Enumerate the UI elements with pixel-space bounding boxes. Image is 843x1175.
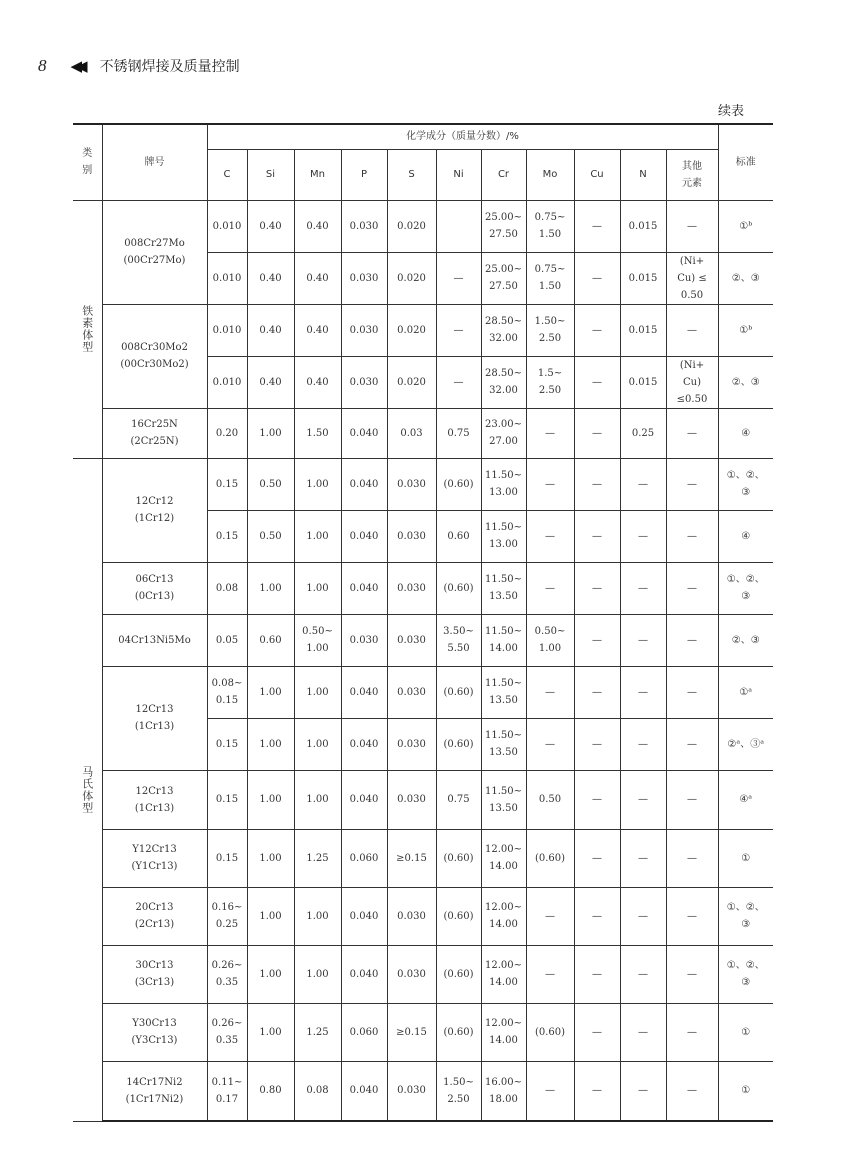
value-cell: 0.040 <box>341 510 387 562</box>
value-cell: 0.40 <box>294 356 341 408</box>
value-cell: — <box>666 718 718 770</box>
value-cell: — <box>666 510 718 562</box>
value-cell: ≥0.15 <box>387 829 436 887</box>
value-cell: 0.060 <box>341 1003 387 1061</box>
value-cell: — <box>666 887 718 945</box>
value-cell: 1.25 <box>294 829 341 887</box>
value-cell: 0.15 <box>207 458 247 510</box>
value-cell: 0.030 <box>387 614 436 666</box>
value-cell: — <box>526 718 574 770</box>
value-cell: 0.40 <box>294 200 341 252</box>
grade-cell: 14Cr17Ni2 (1Cr17Ni2) <box>102 1061 207 1121</box>
value-cell: 0.50 <box>247 458 294 510</box>
value-cell: 12.00~ 14.00 <box>481 887 526 945</box>
value-cell: — <box>620 614 666 666</box>
standard-cell: ④ᵃ <box>718 770 773 829</box>
value-cell: 0.030 <box>341 356 387 408</box>
grade-cell: 12Cr13 (1Cr13) <box>102 770 207 829</box>
value-cell: 0.010 <box>207 356 247 408</box>
value-cell: 0.75 <box>436 770 481 829</box>
value-cell: 0.060 <box>341 829 387 887</box>
value-cell: 0.26~ 0.35 <box>207 945 247 1003</box>
standard-cell: ②ᵃ、③ᵃ <box>718 718 773 770</box>
value-cell: 1.00 <box>294 718 341 770</box>
value-cell: 12.00~ 14.00 <box>481 945 526 1003</box>
value-cell: 1.5~ 2.50 <box>526 356 574 408</box>
value-cell: — <box>574 458 620 510</box>
value-cell: 1.50~ 2.50 <box>526 304 574 356</box>
value-cell: 11.50~ 13.50 <box>481 770 526 829</box>
value-cell: 16.00~ 18.00 <box>481 1061 526 1121</box>
value-cell: — <box>620 945 666 1003</box>
value-cell: 1.00 <box>247 829 294 887</box>
value-cell: 11.50~ 13.50 <box>481 718 526 770</box>
value-cell: 0.015 <box>620 252 666 304</box>
value-cell: — <box>620 887 666 945</box>
value-cell: 0.40 <box>294 252 341 304</box>
value-cell: — <box>574 200 620 252</box>
value-cell: 0.15 <box>207 510 247 562</box>
value-cell: — <box>620 1003 666 1061</box>
value-cell: 0.15 <box>207 718 247 770</box>
value-cell: 0.030 <box>387 945 436 1003</box>
value-cell: — <box>620 829 666 887</box>
value-cell: 0.030 <box>341 304 387 356</box>
value-cell: 0.040 <box>341 408 387 458</box>
value-cell: (0.60) <box>436 562 481 614</box>
value-cell: 0.08 <box>294 1061 341 1121</box>
value-cell: (0.60) <box>436 829 481 887</box>
value-cell: — <box>666 1061 718 1121</box>
value-cell: 0.030 <box>387 510 436 562</box>
standard-cell: ① <box>718 1003 773 1061</box>
value-cell: — <box>574 770 620 829</box>
value-cell: — <box>666 945 718 1003</box>
value-cell: 0.75 <box>436 408 481 458</box>
standard-cell: ①ᵇ <box>718 200 773 252</box>
value-cell: — <box>620 1061 666 1121</box>
value-cell: — <box>436 356 481 408</box>
standard-cell: ④ <box>718 510 773 562</box>
header-standard: 标准 <box>718 124 773 200</box>
value-cell: — <box>666 304 718 356</box>
composition-table <box>73 123 773 1122</box>
value-cell: 0.040 <box>341 458 387 510</box>
table-row <box>73 614 773 666</box>
value-cell: (0.60) <box>436 945 481 1003</box>
value-cell: 3.50~ 5.50 <box>436 614 481 666</box>
page-header <box>38 56 240 76</box>
value-cell: — <box>666 562 718 614</box>
value-cell: 0.040 <box>341 1061 387 1121</box>
value-cell: — <box>574 1003 620 1061</box>
value-cell: 12.00~ 14.00 <box>481 1003 526 1061</box>
value-cell: — <box>574 408 620 458</box>
value-cell: (0.60) <box>436 1003 481 1061</box>
value-cell: 1.00 <box>247 408 294 458</box>
value-cell: 1.00 <box>294 562 341 614</box>
table-row <box>73 770 773 829</box>
value-cell: 0.15 <box>207 770 247 829</box>
category-cell: 铁素体型 <box>73 200 102 458</box>
value-cell: 1.00 <box>247 770 294 829</box>
value-cell: 1.00 <box>247 666 294 718</box>
value-cell: 0.030 <box>387 770 436 829</box>
value-cell: — <box>574 887 620 945</box>
value-cell: 0.040 <box>341 887 387 945</box>
table-row <box>73 200 773 252</box>
value-cell: 0.60 <box>247 614 294 666</box>
value-cell: — <box>666 614 718 666</box>
value-cell: ≥0.15 <box>387 1003 436 1061</box>
category-cell: 马氏体型 <box>73 458 102 1121</box>
header-composition: 化学成分（质量分数）/% <box>207 124 718 149</box>
value-cell: 0.80 <box>247 1061 294 1121</box>
value-cell: 0.010 <box>207 252 247 304</box>
value-cell: 1.00 <box>294 887 341 945</box>
value-cell: 0.15 <box>207 829 247 887</box>
value-cell: 0.040 <box>341 562 387 614</box>
value-cell: — <box>620 666 666 718</box>
value-cell: (0.60) <box>436 887 481 945</box>
standard-cell: ①、②、 ③ <box>718 945 773 1003</box>
value-cell: 28.50~ 32.00 <box>481 304 526 356</box>
standard-cell: ④ <box>718 408 773 458</box>
value-cell <box>436 200 481 252</box>
value-cell: 0.040 <box>341 945 387 1003</box>
value-cell: 1.00 <box>247 562 294 614</box>
value-cell: 1.00 <box>247 945 294 1003</box>
value-cell: 25.00~ 27.50 <box>481 200 526 252</box>
value-cell: 0.11~ 0.17 <box>207 1061 247 1121</box>
standard-cell: ①、②、 ③ <box>718 562 773 614</box>
value-cell: 0.030 <box>387 458 436 510</box>
value-cell: — <box>526 945 574 1003</box>
value-cell: 0.030 <box>387 718 436 770</box>
value-cell: 0.030 <box>341 614 387 666</box>
value-cell: 11.50~ 13.50 <box>481 562 526 614</box>
table-row <box>73 1061 773 1121</box>
grade-cell: 04Cr13Ni5Mo <box>102 614 207 666</box>
standard-cell: ②、③ <box>718 614 773 666</box>
value-cell: 0.020 <box>387 304 436 356</box>
value-cell: — <box>526 408 574 458</box>
value-cell: 0.03 <box>387 408 436 458</box>
header-element: Si <box>247 149 294 200</box>
value-cell: 1.00 <box>294 770 341 829</box>
header-element: Mn <box>294 149 341 200</box>
value-cell: 0.040 <box>341 770 387 829</box>
value-cell: 1.00 <box>247 887 294 945</box>
grade-cell: 06Cr13 (0Cr13) <box>102 562 207 614</box>
value-cell: 0.50 <box>526 770 574 829</box>
value-cell: 0.40 <box>294 304 341 356</box>
value-cell: 0.015 <box>620 356 666 408</box>
value-cell: 0.030 <box>387 666 436 718</box>
value-cell: — <box>620 718 666 770</box>
value-cell: 0.030 <box>387 562 436 614</box>
table-row <box>73 1003 773 1061</box>
value-cell: 11.50~ 13.00 <box>481 510 526 562</box>
value-cell: — <box>526 887 574 945</box>
grade-cell: 12Cr13 (1Cr13) <box>102 666 207 770</box>
value-cell: 0.08~ 0.15 <box>207 666 247 718</box>
value-cell: — <box>526 510 574 562</box>
value-cell: 0.030 <box>387 1061 436 1121</box>
value-cell: — <box>526 1061 574 1121</box>
value-cell: — <box>526 666 574 718</box>
value-cell: — <box>526 562 574 614</box>
value-cell: (Ni+ Cu) ≤0.50 <box>666 356 718 408</box>
header-element: Cr <box>481 149 526 200</box>
value-cell: 0.030 <box>341 200 387 252</box>
grade-cell: Y12Cr13 (Y1Cr13) <box>102 829 207 887</box>
table-row <box>73 829 773 887</box>
value-cell: — <box>436 304 481 356</box>
value-cell: — <box>620 770 666 829</box>
value-cell: 1.00 <box>294 666 341 718</box>
value-cell: 0.50~ 1.00 <box>294 614 341 666</box>
grade-cell: 12Cr12 (1Cr12) <box>102 458 207 562</box>
value-cell: 0.75~ 1.50 <box>526 200 574 252</box>
value-cell: — <box>574 1061 620 1121</box>
value-cell: 11.50~ 14.00 <box>481 614 526 666</box>
grade-cell: 20Cr13 (2Cr13) <box>102 887 207 945</box>
value-cell: 23.00~ 27.00 <box>481 408 526 458</box>
table-row <box>73 408 773 458</box>
value-cell: — <box>666 200 718 252</box>
value-cell: 0.020 <box>387 356 436 408</box>
value-cell: — <box>574 945 620 1003</box>
value-cell: — <box>620 562 666 614</box>
header-category: 类 别 <box>73 124 102 200</box>
value-cell: 0.040 <box>341 666 387 718</box>
value-cell: — <box>574 356 620 408</box>
header-grade: 牌号 <box>102 124 207 200</box>
value-cell: (Ni+ Cu) ≤ 0.50 <box>666 252 718 304</box>
value-cell: — <box>436 252 481 304</box>
value-cell: 0.25 <box>620 408 666 458</box>
value-cell: 1.00 <box>247 1003 294 1061</box>
standard-cell: ①ᵃ <box>718 666 773 718</box>
value-cell: 0.08 <box>207 562 247 614</box>
value-cell: — <box>574 666 620 718</box>
value-cell: 0.020 <box>387 252 436 304</box>
standard-cell: ②、③ <box>718 252 773 304</box>
value-cell: 1.50 <box>294 408 341 458</box>
value-cell: 11.50~ 13.50 <box>481 666 526 718</box>
value-cell: (0.60) <box>436 666 481 718</box>
table-row <box>73 562 773 614</box>
value-cell: — <box>574 562 620 614</box>
value-cell: (0.60) <box>526 1003 574 1061</box>
value-cell: (0.60) <box>436 718 481 770</box>
double-left-arrow-icon: ◀◀ <box>70 57 82 75</box>
grade-cell: 30Cr13 (3Cr13) <box>102 945 207 1003</box>
value-cell: 0.60 <box>436 510 481 562</box>
value-cell: — <box>666 829 718 887</box>
value-cell: 0.26~ 0.35 <box>207 1003 247 1061</box>
header-element: N <box>620 149 666 200</box>
value-cell: 0.40 <box>247 304 294 356</box>
value-cell: 28.50~ 32.00 <box>481 356 526 408</box>
value-cell: — <box>666 458 718 510</box>
value-cell: — <box>574 510 620 562</box>
value-cell: 12.00~ 14.00 <box>481 829 526 887</box>
book-title: 不锈钢焊接及质量控制 <box>99 59 240 75</box>
grade-cell: 16Cr25N (2Cr25N) <box>102 408 207 458</box>
table-row <box>73 458 773 510</box>
value-cell: 0.05 <box>207 614 247 666</box>
header-element: Ni <box>436 149 481 200</box>
grade-cell: Y30Cr13 (Y3Cr13) <box>102 1003 207 1061</box>
value-cell: 0.16~ 0.25 <box>207 887 247 945</box>
value-cell: — <box>574 252 620 304</box>
value-cell: — <box>620 458 666 510</box>
value-cell: 0.030 <box>387 887 436 945</box>
value-cell: 1.25 <box>294 1003 341 1061</box>
standard-cell: ①、②、 ③ <box>718 887 773 945</box>
value-cell: 0.50 <box>247 510 294 562</box>
value-cell: — <box>574 304 620 356</box>
value-cell: 1.00 <box>247 718 294 770</box>
value-cell: 11.50~ 13.00 <box>481 458 526 510</box>
value-cell: 0.40 <box>247 200 294 252</box>
standard-cell: ① <box>718 829 773 887</box>
table-row <box>73 304 773 356</box>
value-cell: 0.40 <box>247 356 294 408</box>
value-cell: 1.50~ 2.50 <box>436 1061 481 1121</box>
standard-cell: ① <box>718 1061 773 1121</box>
value-cell: — <box>574 614 620 666</box>
standard-cell: ②、③ <box>718 356 773 408</box>
value-cell: 1.00 <box>294 510 341 562</box>
value-cell: 0.50~ 1.00 <box>526 614 574 666</box>
value-cell: — <box>574 829 620 887</box>
value-cell: — <box>526 458 574 510</box>
header-element: 其他 元素 <box>666 149 718 200</box>
value-cell: 25.00~ 27.50 <box>481 252 526 304</box>
grade-cell: 008Cr30Mo2 (00Cr30Mo2) <box>102 304 207 408</box>
standard-cell: ①ᵇ <box>718 304 773 356</box>
value-cell: 0.010 <box>207 304 247 356</box>
value-cell: — <box>666 1003 718 1061</box>
value-cell: — <box>574 718 620 770</box>
table-row <box>73 666 773 718</box>
table-row <box>73 945 773 1003</box>
table-row <box>73 887 773 945</box>
value-cell: 0.015 <box>620 200 666 252</box>
page-number: 8 <box>38 56 47 75</box>
continued-label: 续表 <box>718 104 745 119</box>
grade-cell: 008Cr27Mo (00Cr27Mo) <box>102 200 207 304</box>
header-element: Mo <box>526 149 574 200</box>
value-cell: 0.020 <box>387 200 436 252</box>
standard-cell: ①、②、 ③ <box>718 458 773 510</box>
value-cell: 0.010 <box>207 200 247 252</box>
header-element: Cu <box>574 149 620 200</box>
value-cell: — <box>666 666 718 718</box>
value-cell: — <box>666 770 718 829</box>
value-cell: — <box>666 408 718 458</box>
header-element: C <box>207 149 247 200</box>
value-cell: (0.60) <box>526 829 574 887</box>
value-cell: 0.040 <box>341 718 387 770</box>
value-cell: 0.40 <box>247 252 294 304</box>
value-cell: 1.00 <box>294 458 341 510</box>
value-cell: 0.015 <box>620 304 666 356</box>
value-cell: 1.00 <box>294 945 341 1003</box>
value-cell: 0.030 <box>341 252 387 304</box>
header-element: P <box>341 149 387 200</box>
value-cell: — <box>620 510 666 562</box>
value-cell: 0.20 <box>207 408 247 458</box>
value-cell: 0.75~ 1.50 <box>526 252 574 304</box>
header-element: S <box>387 149 436 200</box>
value-cell: (0.60) <box>436 458 481 510</box>
